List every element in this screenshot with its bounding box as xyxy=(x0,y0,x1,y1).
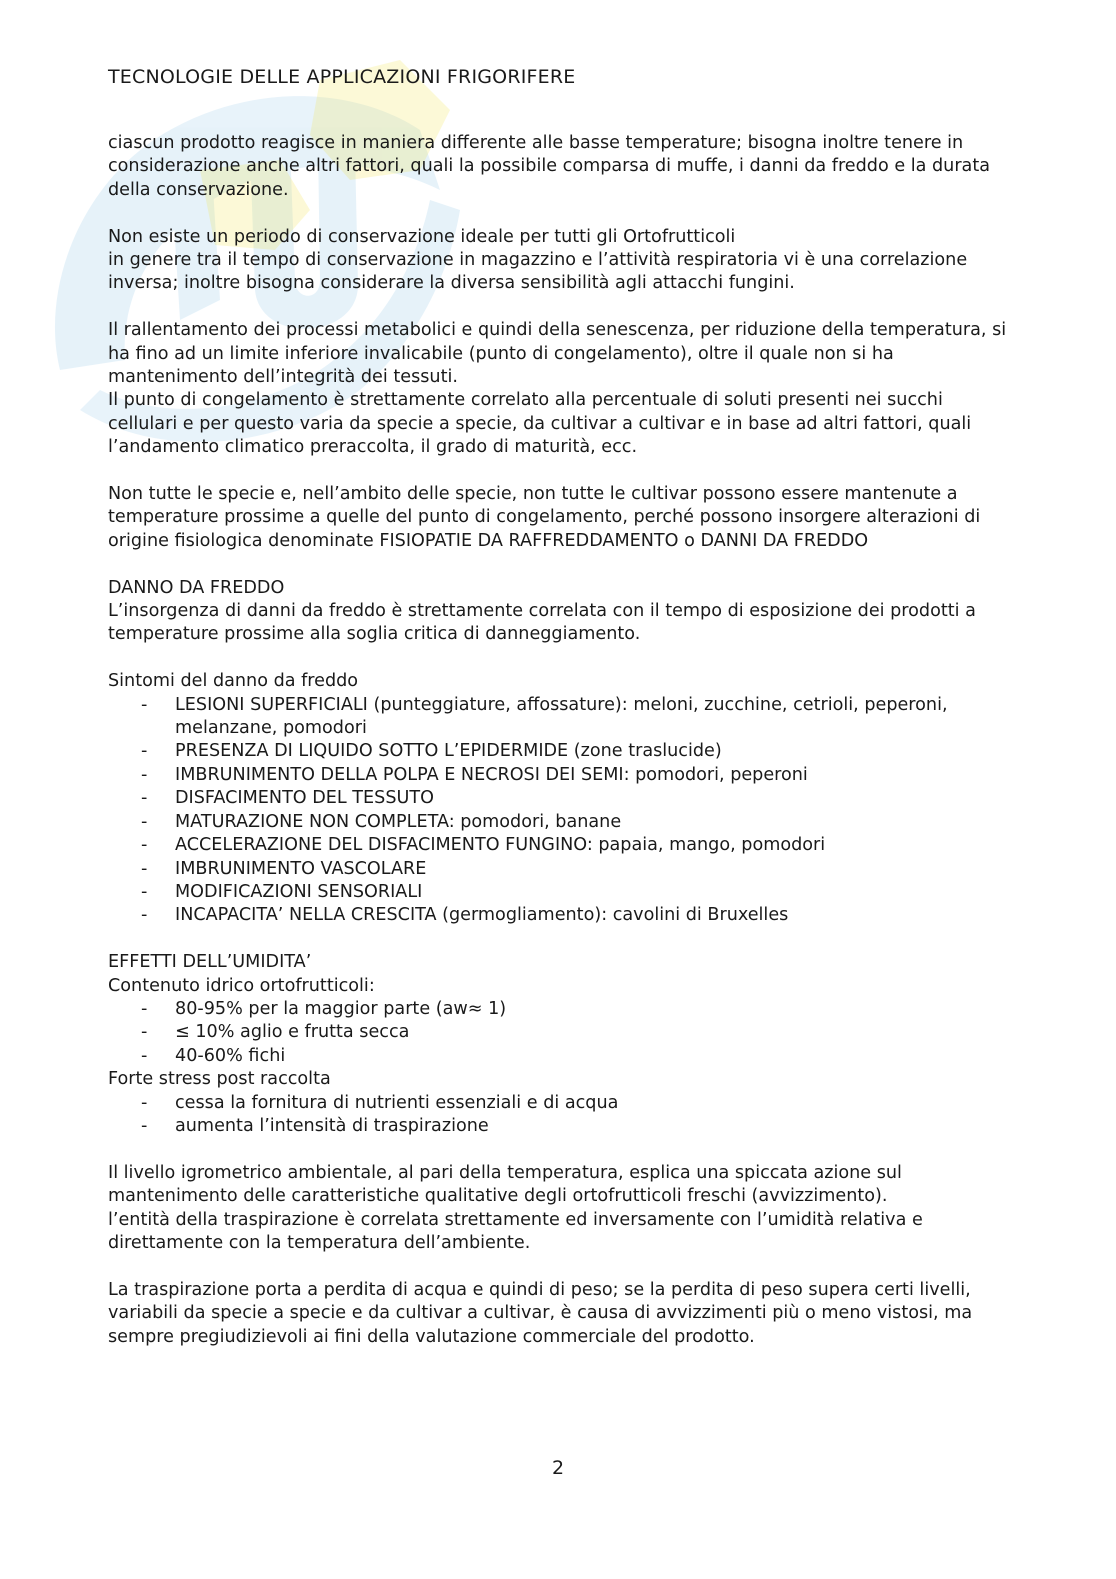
paragraph-danno-da-freddo: L’insorgenza di danni da freddo è strettamente correlata con il tempo di esposizione dei prodotti a temperature prossime alla soglia critica di danneggiamento. xyxy=(108,601,976,645)
list-item-text: LESIONI SUPERFICIALI (punteggiature, affossature): meloni, zucchine, cetrioli, peperoni, melanzane, pomodori xyxy=(175,694,948,739)
list-dash: - xyxy=(141,998,148,1019)
list-item-text: ≤ 10% aglio e frutta secca xyxy=(175,1022,410,1043)
list-dash: - xyxy=(141,741,148,762)
page-number: 2 xyxy=(551,1457,565,1479)
list-item-text: IMBRUNIMENTO DELLA POLPA E NECROSI DEI SEMI: pomodori, peperoni xyxy=(175,764,808,785)
list-item-text: ACCELERAZIONE DEL DISFACIMENTO FUNGINO: papaia, mango, pomodori xyxy=(175,835,826,856)
stress-list xyxy=(108,1092,1013,1139)
list-item-text: INCAPACITA’ NELLA CRESCITA (germogliamento): cavolini di Bruxelles xyxy=(175,905,789,926)
list-item xyxy=(108,1115,1013,1138)
list-item-text: 40-60% fichi xyxy=(175,1045,286,1066)
list-dash: - xyxy=(141,1115,148,1136)
section-heading-effetti-umidita: EFFETTI DELL’UMIDITA’ xyxy=(108,952,312,973)
list-item xyxy=(108,998,1013,1021)
list-dash: - xyxy=(141,1045,148,1066)
list-item xyxy=(108,740,1013,763)
list-item xyxy=(108,694,1013,741)
list-dash: - xyxy=(141,905,148,926)
subheading-stress-post-raccolta: Forte stress post raccolta xyxy=(108,1069,331,1090)
paragraph-2-line-2: in genere tra il tempo di conservazione in magazzino e l’attività respiratoria vi è una correlazione inversa; inoltre bisogna considerare la diversa sensibilità agli attacchi fungini. xyxy=(108,250,968,294)
list-dash: - xyxy=(141,1092,148,1113)
list-item xyxy=(108,881,1013,904)
list-item xyxy=(108,1092,1013,1115)
paragraph-3-line-1: Il rallentamento dei processi metabolici e quindi della senescenza, per riduzione della temperatura, si ha fino ad un limite inferiore invalicabile (punto di congelamento), oltre il quale non si ha mantenimento dell’integrità dei tessuti. xyxy=(108,320,1007,388)
paragraph-1: ciascun prodotto reagisce in maniera differente alle basse temperature; bisogna inoltre tenere in considerazione anche altri fattori, quali la possibile comparsa di muffe, i danni da freddo e la durata della conservazione. xyxy=(108,133,991,200)
list-item-text: MATURAZIONE NON COMPLETA: pomodori, banane xyxy=(175,811,622,832)
paragraph-2-line-1: Non esiste un periodo di conservazione ideale per tutti gli Ortofrutticoli xyxy=(108,226,736,247)
list-item-text: aumenta l’intensità di traspirazione xyxy=(175,1115,489,1136)
list-dash: - xyxy=(141,694,148,715)
subheading-contenuto-idrico: Contenuto idrico ortofrutticoli: xyxy=(108,975,375,996)
document-body xyxy=(108,132,1013,1349)
paragraph-3-line-2: Il punto di congelamento è strettamente correlato alla percentuale di soluti presenti nei succhi cellulari e per questo varia da specie a specie, da cultivar a cultivar e in base ad altri fattori, quali l’andamento climatico preraccolta, il grado di maturità, ecc. xyxy=(108,390,972,458)
list-dash: - xyxy=(141,858,148,879)
list-item xyxy=(108,1045,1013,1068)
list-item xyxy=(108,811,1013,834)
section-heading-danno-da-freddo: DANNO DA FREDDO xyxy=(108,577,285,598)
list-item-text: MODIFICAZIONI SENSORIALI xyxy=(175,881,423,902)
page-header-title: TECNOLOGIE DELLE APPLICAZIONI FRIGORIFERE xyxy=(108,66,576,88)
list-dash: - xyxy=(141,764,148,785)
list-dash: - xyxy=(141,835,148,856)
list-dash: - xyxy=(141,1022,148,1043)
list-dash: - xyxy=(141,881,148,902)
list-item-text: DISFACIMENTO DEL TESSUTO xyxy=(175,788,434,809)
list-item-text: PRESENZA DI LIQUIDO SOTTO L’EPIDERMIDE (zone traslucide) xyxy=(175,741,722,762)
paragraph-4: Non tutte le specie e, nell’ambito delle specie, non tutte le cultivar possono essere mantenute a temperature prossime a quelle del punto di congelamento, perché possono insorgere alterazioni di origine fisiologica denominate FISIOPATIE DA RAFFREDDAMENTO o DANNI DA FREDDO xyxy=(108,484,981,551)
list-dash: - xyxy=(141,788,148,809)
paragraph-6: La traspirazione porta a perdita di acqua e quindi di peso; se la perdita di peso supera certi livelli, variabili da specie a specie e da cultivar a cultivar, è causa di avvizzimenti più o meno vistosi, ma sempre pregiudizievoli ai fini della valutazione commerciale del prodotto. xyxy=(108,1279,973,1347)
paragraph-5-line-2: l’entità della traspirazione è correlata strettamente ed inversamente con l’umidità relativa e direttamente con la temperatura dell’ambiente. xyxy=(108,1209,923,1253)
list-item xyxy=(108,1021,1013,1044)
sintomi-list xyxy=(108,694,1013,928)
list-item xyxy=(108,904,1013,927)
list-dash: - xyxy=(141,811,148,832)
list-item-text: cessa la fornitura di nutrienti essenziali e di acqua xyxy=(175,1092,619,1113)
contenuto-idrico-list xyxy=(108,998,1013,1068)
list-item-text: IMBRUNIMENTO VASCOLARE xyxy=(175,858,427,879)
list-item xyxy=(108,858,1013,881)
list-item-text: 80-95% per la maggior parte (aw≈ 1) xyxy=(175,998,507,1019)
list-item xyxy=(108,787,1013,810)
list-item xyxy=(108,764,1013,787)
list-item xyxy=(108,834,1013,857)
section-heading-sintomi: Sintomi del danno da freddo xyxy=(108,671,359,692)
paragraph-5-line-1: Il livello igrometrico ambientale, al pari della temperatura, esplica una spiccata azione sul mantenimento delle caratteristiche qualitative degli ortofrutticoli freschi (avvizzimento). xyxy=(108,1162,902,1207)
